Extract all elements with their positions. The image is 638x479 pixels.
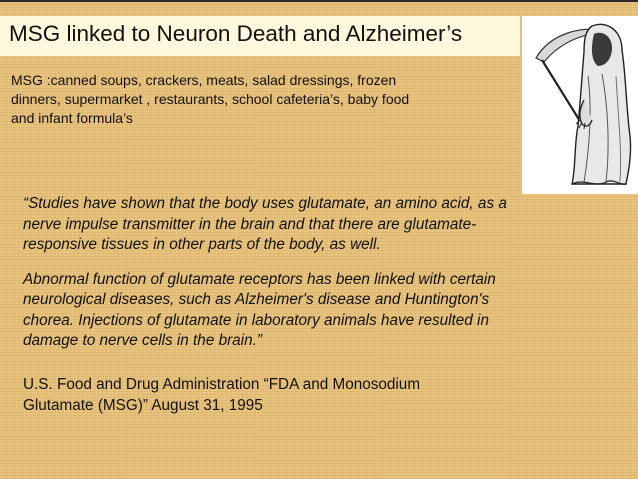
msg-sources-text: MSG :canned soups, crackers, meats, salad dressings, frozen dinners, supermarket , restaurants, school cafeteria’s, baby food and infant formula’s — [11, 72, 410, 126]
grim-reaper-image — [522, 16, 638, 194]
grim-reaper-icon — [522, 16, 638, 194]
fda-quote — [23, 194, 543, 366]
quote-paragraph: “Studies have shown that the body uses glutamate, an amino acid, as a nerve impulse transmitter in the brain and that there are glutamate-responsive tissues in other parts of the body, as well. — [23, 195, 507, 253]
citation-text: U.S. Food and Drug Administration “FDA and Monosodium Glutamate (MSG)” August 31, 1995 — [23, 376, 421, 414]
quote-paragraph: Abnormal function of glutamate receptors has been linked with certain neurological diseases, such as Alzheimer's disease and Huntington's chorea. Injections of glutamate in laboratory animals have resulted in damage to nerve cells in the brain.” — [23, 270, 496, 349]
slide-title: MSG linked to Neuron Death and Alzheimer’s — [9, 21, 463, 46]
